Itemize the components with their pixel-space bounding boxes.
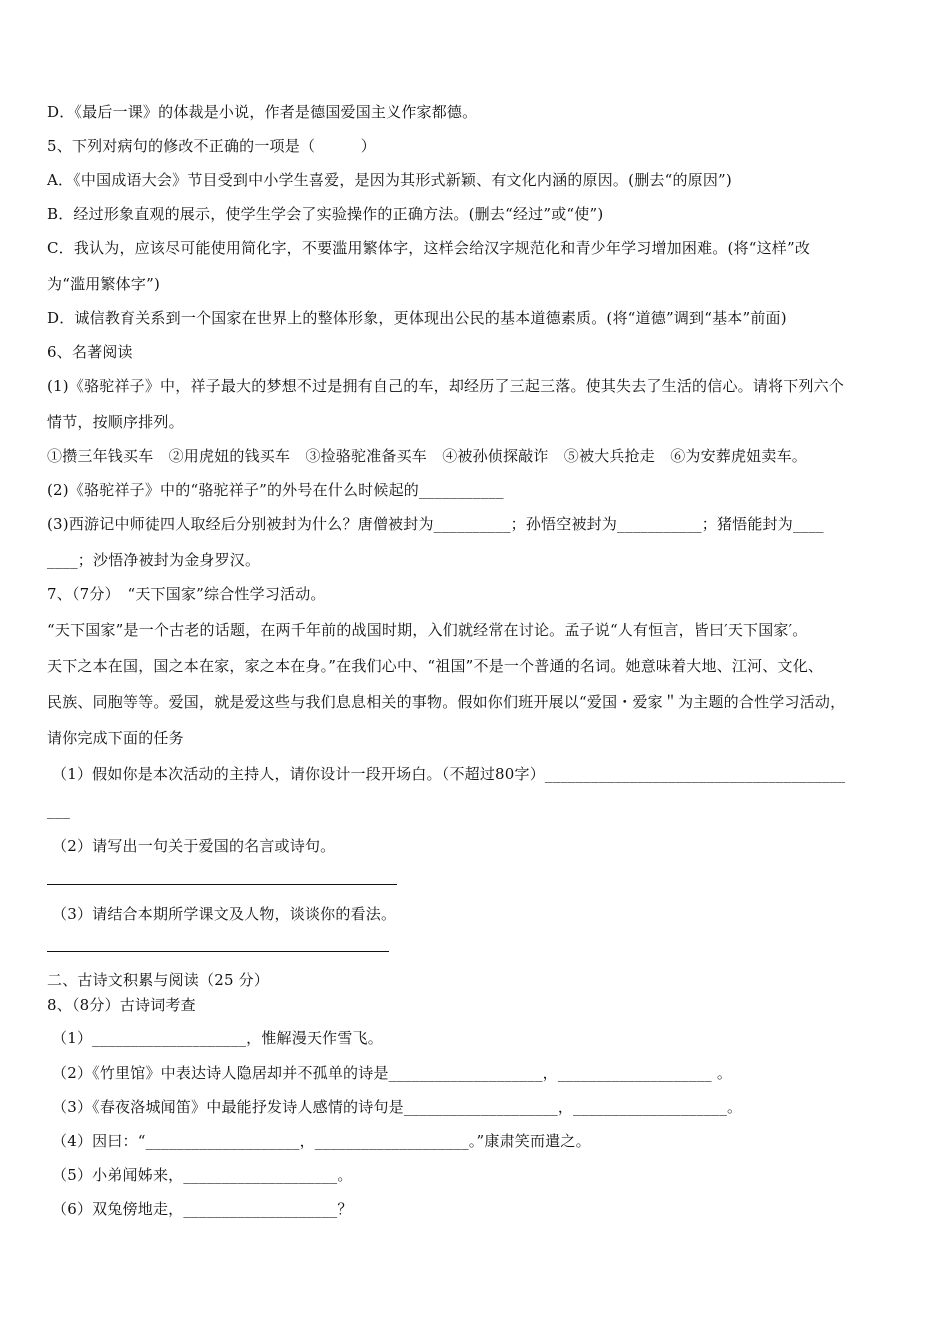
q6-3-cont: ____；沙悟净被封为金身罗汉。 bbox=[47, 551, 261, 569]
q5-option-c: C．我认为，应该尽可能使用简化字，不要滥用繁体字，这样会给汉字规范化和青少年学习增加困难。(将“这样”改 bbox=[47, 239, 811, 257]
q8-5: （5）小弟闻姊来，____________________。 bbox=[52, 1166, 353, 1184]
q7-passage-4: 请你完成下面的任务 bbox=[47, 729, 184, 747]
q4-option-d: D．《最后一课》的体裁是小说，作者是德国爱国主义作家都德。 bbox=[47, 103, 478, 121]
q7-task-3-answer-line bbox=[47, 951, 389, 952]
q8-1: （1）____________________，惟解漫天作雪飞。 bbox=[52, 1029, 383, 1047]
q5-option-d: D．诚信教育关系到一个国家在世界上的整体形象，更体现出公民的基本道德素质。(将“道德”调到“基本”前面) bbox=[47, 309, 787, 327]
q7-task-1-answer-line: ___ bbox=[47, 801, 71, 819]
q6-title: 6、名著阅读 bbox=[47, 343, 133, 361]
q7-task-3: （3）请结合本期所学课文及人物，谈谈你的看法。 bbox=[52, 905, 397, 923]
q8-2: （2）《竹里馆》中表达诗人隐居却并不孤单的诗是____________________，____________________ 。 bbox=[52, 1064, 733, 1082]
q8-title: 8、（8分）古诗词考查 bbox=[47, 996, 196, 1014]
q5-stem: 5、下列对病句的修改不正确的一项是（ ） bbox=[47, 137, 376, 155]
q8-3: （3）《春夜洛城闻笛》中最能抒发诗人感情的诗句是____________________，____________________。 bbox=[52, 1098, 743, 1116]
q7-passage-1: “天下国家”是一个古老的话题，在两千年前的战国时期，入们就经常在讨论。孟子说“人有恒言，皆曰′天下国家′。 bbox=[47, 621, 808, 639]
q6-3: (3)西游记中师徒四人取经后分别被封为什么？唐僧被封为__________；孙悟空被封为___________；猪悟能封为____ bbox=[47, 515, 824, 533]
q7-title: 7、（7分） “天下国家”综合性学习活动。 bbox=[47, 585, 326, 603]
q7-passage-2: 天下之本在国，国之本在家，家之本在身。”在我们心中、“祖国”不是一个普通的名词。她意味着大地、江河、文化、 bbox=[47, 657, 824, 675]
q6-1-stem-cont: 情节，按顺序排列。 bbox=[47, 413, 184, 431]
q6-2: (2)《骆驼祥子》中的“骆驼祥子”的外号在什么时候起的___________ bbox=[47, 481, 504, 499]
section-2-heading: 二、古诗文积累与阅读（25 分） bbox=[47, 971, 270, 989]
q8-4: （4）因曰：“____________________，____________________。”康肃笑而遣之。 bbox=[52, 1132, 591, 1150]
q7-task-2-answer-line bbox=[47, 884, 397, 885]
q5-option-b: B．经过形象直观的展示，使学生学会了实验操作的正确方法。(删去“经过”或“使”) bbox=[47, 205, 604, 223]
q6-1-plot-list: ①攒三年钱买车 ②用虎妞的钱买车 ③捡骆驼准备买车 ④被孙侦探敲诈 ⑤被大兵抢走 ⑥为安葬虎妞卖车。 bbox=[47, 447, 808, 465]
q5-option-a: A．《中国成语大会》节目受到中小学生喜爱，是因为其形式新颖、有文化内涵的原因。(删去“的原因”) bbox=[47, 171, 732, 189]
q7-task-1: （1）假如你是本次活动的主持人，请你设计一段开场白。（不超过80字）_______________________________________ bbox=[52, 765, 846, 783]
q8-6: （6）双兔傍地走，____________________？ bbox=[52, 1200, 353, 1218]
q5-option-c-cont: 为“滥用繁体字”) bbox=[47, 275, 160, 293]
q7-task-2: （2）请写出一句关于爱国的名言或诗句。 bbox=[52, 837, 336, 855]
q6-1-stem: (1)《骆驼祥子》中，祥子最大的梦想不过是拥有自己的车，却经历了三起三落。使其失去了生活的信心。请将下列六个 bbox=[47, 377, 845, 395]
q7-passage-3: 民族、同胞等等。爱国，就是爱这些与我们息息相关的事物。假如你们班开展以“爱国・爱家＂为主题的合性学习活动， bbox=[47, 693, 846, 711]
